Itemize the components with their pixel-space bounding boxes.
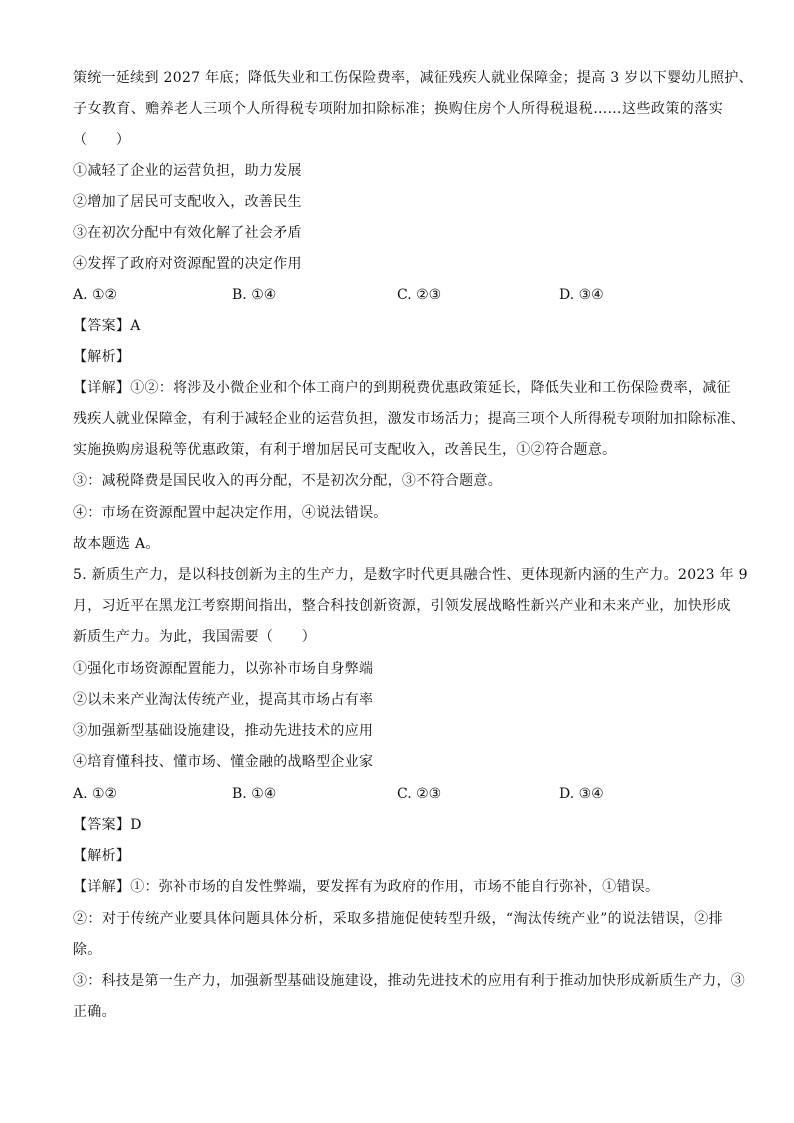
q4-statement-4: ④发挥了政府对资源配置的决定作用 — [73, 256, 302, 272]
q5-stem-line-2: 月，习近平在黑龙江考察期间指出，整合科技创新资源，引领发展战略性新兴产业和未来产业，加快形成 — [73, 598, 731, 614]
q4-statement-3: ③在初次分配中有效化解了社会矛盾 — [73, 225, 302, 241]
q4-statement-1: ①减轻了企业的运营负担，助力发展 — [73, 163, 302, 179]
q5-option-b: B. ①④ — [232, 786, 277, 802]
q5-statement-2: ②以未来产业淘汰传统产业，提高其市场占有率 — [73, 692, 374, 708]
q4-detail-line-4: ③：减税降费是国民收入的再分配，不是初次分配，③不符合题意。 — [73, 473, 502, 489]
q5-stem-line-3: 新质生产力。为此，我国需要（ ） — [73, 629, 317, 645]
q4-answer: 【答案】A — [73, 318, 141, 334]
q4-detail-line-1: 【详解】①②：将涉及小微企业和个体工商户的到期税费优惠政策延长，降低失业和工伤保险费率，减征 — [73, 380, 731, 396]
q5-detail-line-3: 除。 — [73, 942, 102, 958]
q5-statement-1: ①强化市场资源配置能力，以弥补市场自身弊端 — [73, 661, 374, 677]
q4-analysis-label: 【解析】 — [73, 349, 131, 365]
q5-stem-line-1: 5. 新质生产力，是以科技创新为主的生产力，是数字时代更具融合性、更体现新内涵的生产力。2023 年 9 — [73, 567, 748, 583]
q5-statement-3: ③加强新型基础设施建设，推动先进技术的应用 — [73, 723, 374, 739]
q5-detail-line-2: ②：对于传统产业要具体问题具体分析，采取多措施促使转型升级，“淘汰传统产业”的说法错误，②排 — [73, 911, 723, 927]
q4-option-c: C. ②③ — [397, 287, 442, 303]
q5-option-a: A. ①② — [73, 786, 118, 802]
q4-stem-line-2: 子女教育、赡养老人三项个人所得税专项附加扣除标准；换购住房个人所得税退税……这些政策的落实 — [73, 101, 723, 117]
q5-detail-line-4: ③：科技是第一生产力，加强新型基础设施建设，推动先进技术的应用有利于推动加快形成新质生产力，③ — [73, 973, 746, 989]
q4-stem-line-1: 策统一延续到 2027 年底；降低失业和工伤保险费率，减征残疾人就业保障金；提高 3 岁以下婴幼儿照护、 — [73, 70, 753, 86]
q4-option-b: B. ①④ — [232, 287, 277, 303]
q5-detail-line-1: 【详解】①：弥补市场的自发性弊端，要发挥有为政府的作用，市场不能自行弥补，①错误。 — [73, 879, 660, 895]
q4-statement-2: ②增加了居民可支配收入，改善民生 — [73, 194, 302, 210]
q4-detail-line-2: 残疾人就业保障金，有利于减轻企业的运营负担，激发市场活力；提高三项个人所得税专项附加扣除标准、 — [73, 411, 746, 427]
q4-detail-line-3: 实施换购房退税等优惠政策，有利于增加居民可支配收入，改善民生，①②符合题意。 — [73, 442, 617, 458]
q4-options — [73, 285, 723, 305]
q5-statement-4: ④培育懂科技、懂市场、懂金融的战略型企业家 — [73, 754, 374, 770]
q5-options — [73, 784, 723, 804]
q4-detail-line-5: ④：市场在资源配置中起决定作用，④说法错误。 — [73, 505, 388, 521]
q5-answer: 【答案】D — [73, 817, 142, 833]
q4-option-a: A. ①② — [73, 287, 118, 303]
q4-conclusion: 故本题选 A。 — [73, 536, 160, 552]
q5-option-c: C. ②③ — [397, 786, 442, 802]
q4-stem-bracket: （ ） — [73, 132, 131, 148]
q4-option-d: D. ③④ — [559, 287, 604, 303]
q5-detail-line-5: 正确。 — [73, 1004, 116, 1020]
q5-analysis-label: 【解析】 — [73, 848, 131, 864]
q5-option-d: D. ③④ — [559, 786, 604, 802]
